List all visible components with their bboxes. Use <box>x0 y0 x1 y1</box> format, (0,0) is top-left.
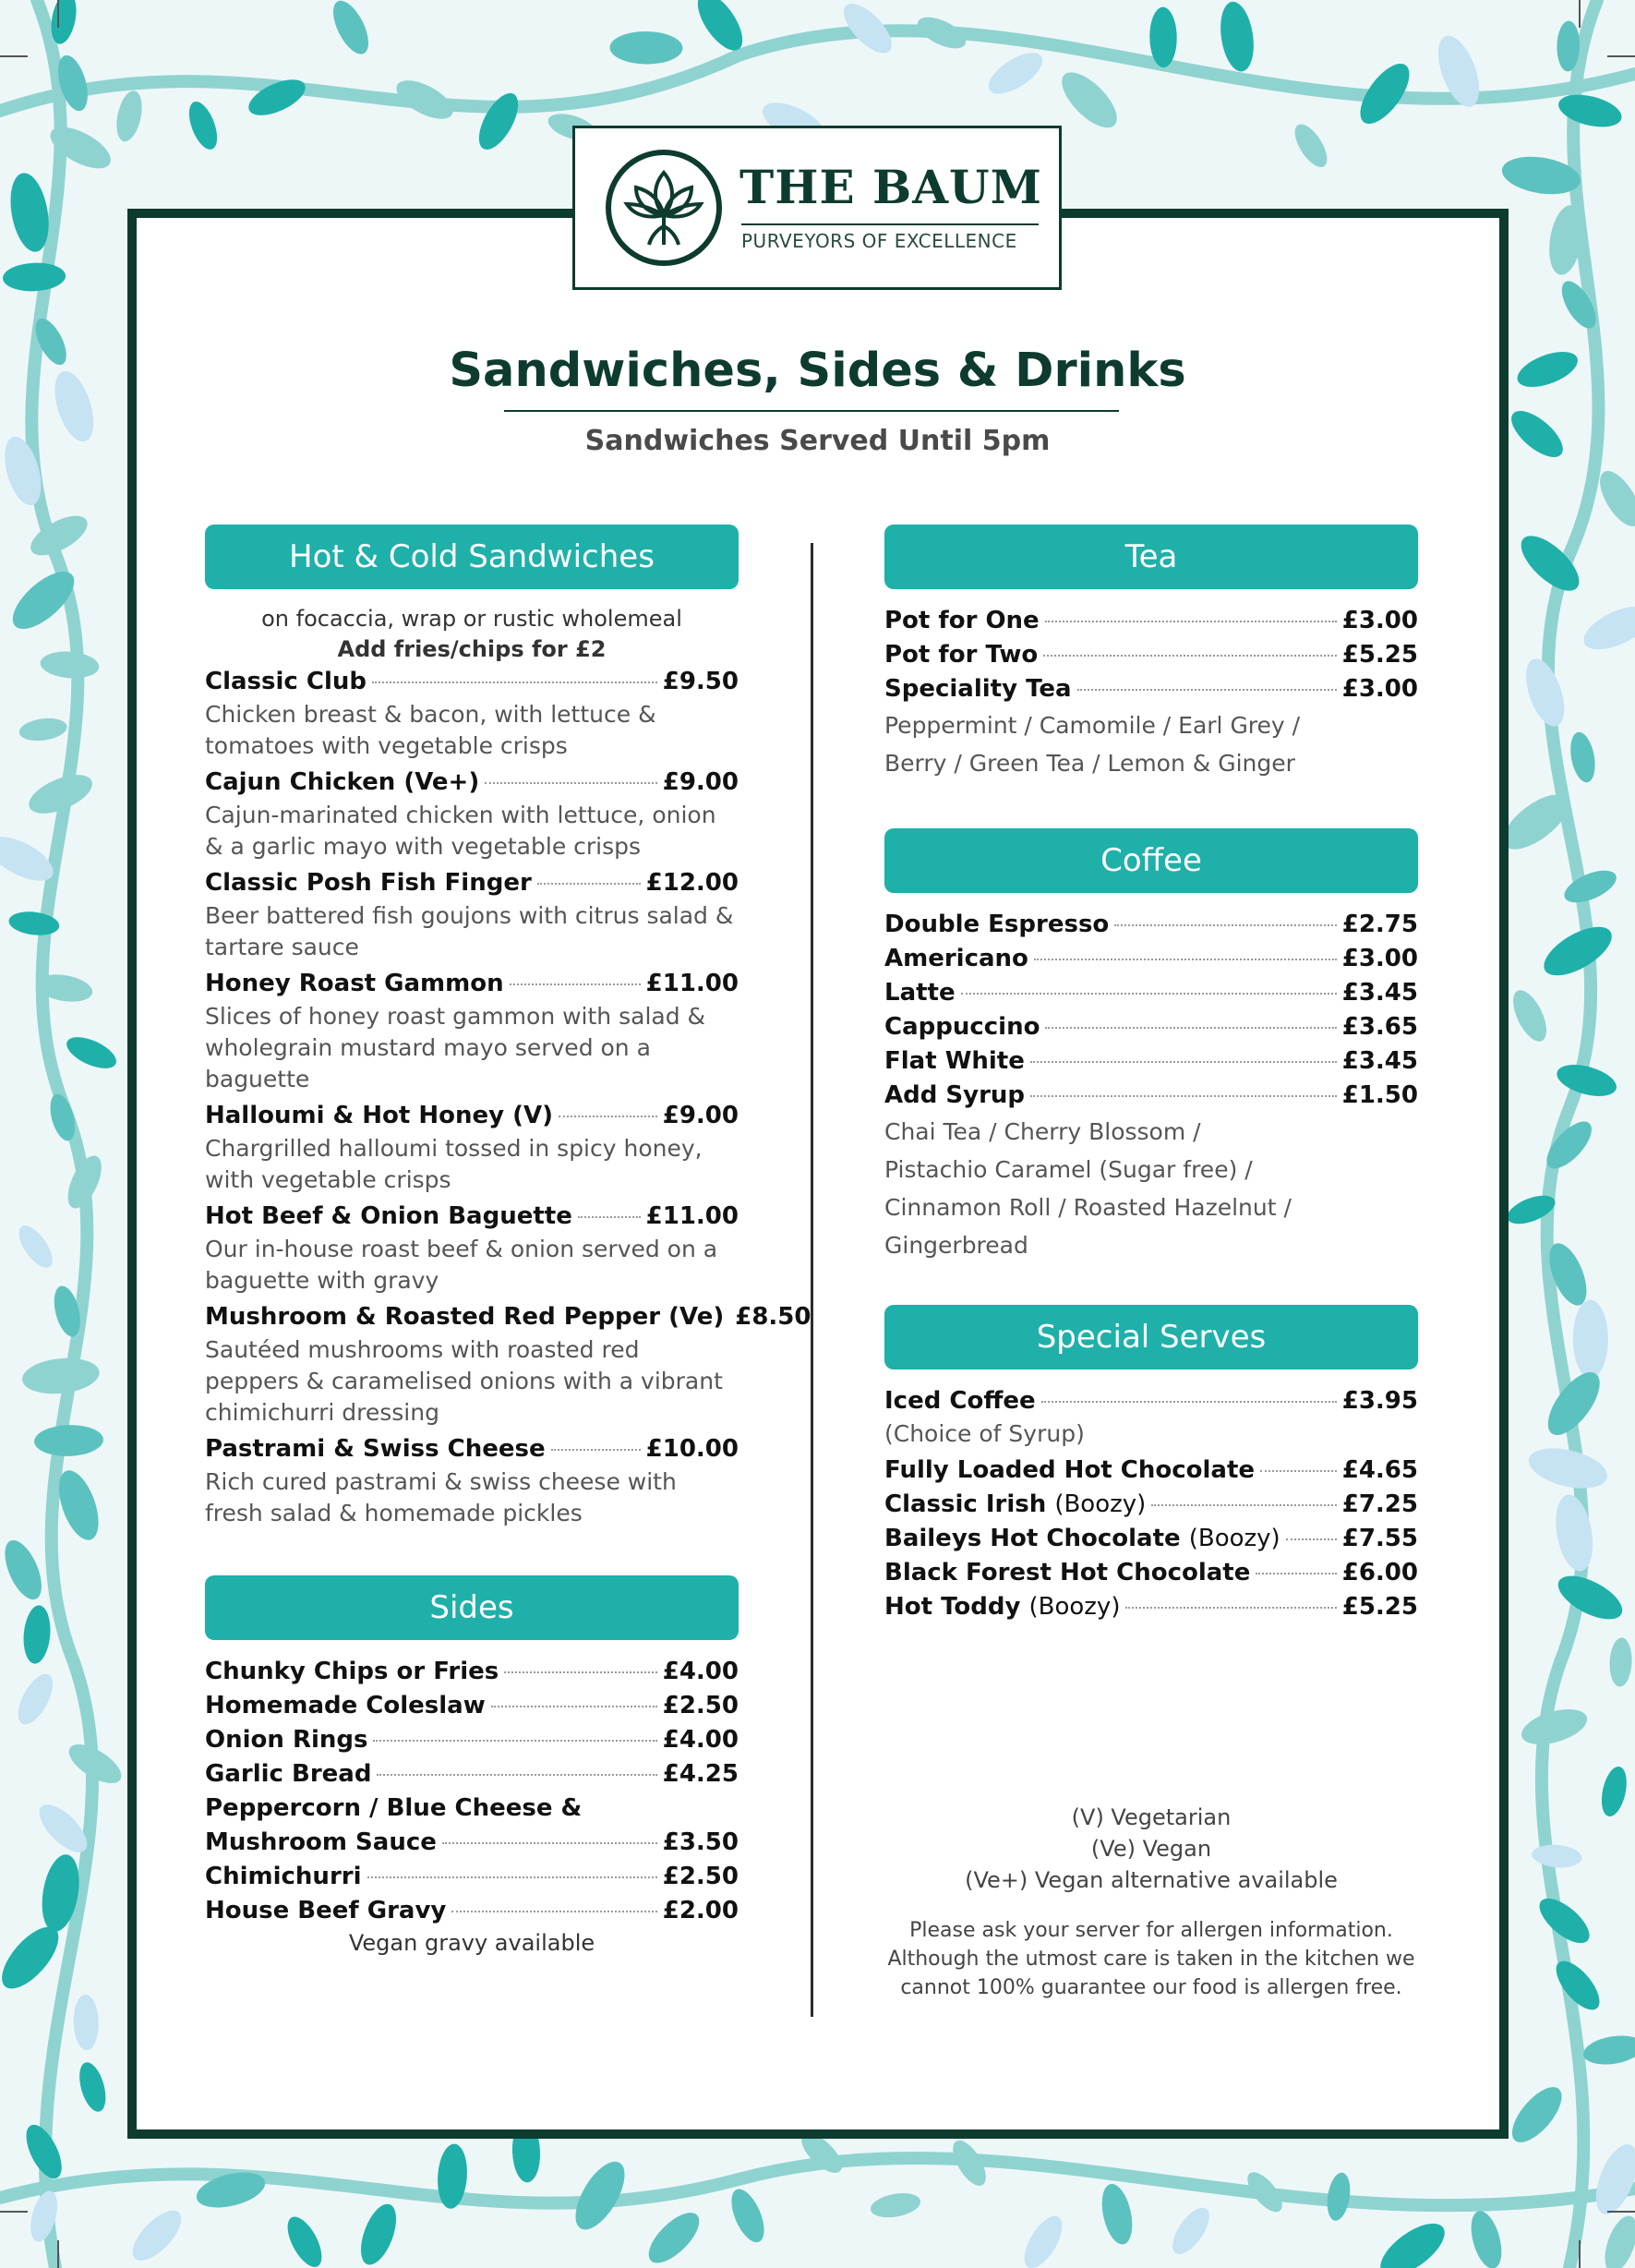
item-description: Slices of honey roast gammon with salad & wholegrain mustard mayo served on a baguette <box>205 1003 706 1092</box>
menu-item <box>205 1860 739 1894</box>
leaf-shape <box>609 31 682 65</box>
item-description: Chargrilled halloumi tossed in spicy honey, with vegetable crisps <box>205 1135 703 1193</box>
crop-mark <box>1579 0 1581 28</box>
menu-item <box>884 942 1418 976</box>
item-description: Cajun-marinated chicken with lettuce, onion & a garlic mayo with vegetable crisps <box>205 802 716 860</box>
item-price: £9.50 <box>662 668 739 695</box>
tea-flavours-line: Berry / Green Tea / Lemon & Ginger <box>884 750 1295 777</box>
menu-item <box>205 665 739 699</box>
item-name-text: Garlic Bread <box>205 1760 372 1788</box>
dot-leader <box>373 1740 656 1742</box>
item-name-text: Homemade Coleslaw <box>205 1692 486 1719</box>
item-price: £4.00 <box>662 1658 739 1685</box>
item-name-text: Pastrami & Swiss Cheese <box>205 1435 546 1463</box>
item-name-text: Onion Rings <box>205 1726 368 1754</box>
menu-item <box>205 1655 739 1689</box>
menu-item <box>884 604 1418 638</box>
dot-leader <box>1256 1573 1336 1574</box>
item-price: £3.00 <box>1341 607 1418 634</box>
sandwiches-fries-note: Add fries/chips for £2 <box>337 636 607 662</box>
dot-leader <box>1030 1095 1337 1097</box>
item-qualifier: (Boozy) <box>1054 1490 1147 1518</box>
menu-item <box>205 1689 739 1723</box>
crop-mark <box>1607 2211 1635 2213</box>
leaf-shape <box>1525 1442 1612 1495</box>
item-name-text: Add Syrup <box>884 1081 1026 1109</box>
item-name-text: House Beef Gravy <box>205 1897 447 1924</box>
item-price: £2.75 <box>1341 911 1418 938</box>
menu-item <box>884 1488 1418 1522</box>
leaf-shape <box>11 1669 60 1730</box>
sandwiches-heading: Hot & Cold Sandwiches <box>205 525 739 589</box>
item-name <box>205 967 504 1001</box>
item-price: £3.50 <box>662 1828 739 1856</box>
iced-coffee-note: (Choice of Syrup) <box>884 1420 1085 1447</box>
page-title: Sandwiches, Sides & Drinks <box>449 344 1186 398</box>
item-name <box>205 1757 371 1791</box>
page-subtitle: Sandwiches Served Until 5pm <box>584 425 1051 457</box>
item-name <box>205 665 367 699</box>
menu-item <box>205 866 739 900</box>
item-price: £4.25 <box>662 1760 739 1788</box>
leaf-shape <box>1466 2208 1508 2268</box>
item-name-text: Black Forest Hot Chocolate <box>884 1559 1251 1586</box>
coffee-heading: Coffee <box>884 828 1418 893</box>
menu-item <box>205 1826 739 1860</box>
leaf-shape <box>20 1355 101 1397</box>
item-price: £9.00 <box>662 1102 739 1129</box>
item-name-text: Fully Loaded Hot Chocolate <box>884 1456 1256 1484</box>
title-underline <box>504 410 1119 412</box>
leaf-shape <box>40 649 101 680</box>
item-name-text: Mushroom Sauce <box>205 1828 437 1856</box>
syrup-flavours-line: Cinnamon Roll / Roasted Hazelnut / <box>884 1194 1292 1221</box>
leaf-shape <box>21 1604 53 1665</box>
menu-item <box>884 1010 1418 1044</box>
leaf-shape <box>113 89 146 144</box>
special-serves-heading: Special Serves <box>884 1305 1418 1369</box>
dot-leader <box>367 1876 657 1878</box>
item-description: Our in-house roast beef & onion served on a baguette with gravy <box>205 1236 718 1294</box>
leaf-shape <box>982 45 1049 102</box>
leaf-shape <box>1536 917 1619 985</box>
leaf-shape <box>2 261 66 293</box>
item-name <box>205 1860 362 1894</box>
dot-leader <box>1151 1504 1336 1506</box>
leaf-shape <box>1372 2214 1453 2268</box>
dot-leader <box>510 983 641 985</box>
item-name-text: Pot for Two <box>884 641 1039 669</box>
allergen-notice-line: Please ask your server for allergen information. <box>909 1919 1393 1942</box>
item-name <box>884 976 956 1010</box>
tea-heading: Tea <box>884 525 1418 589</box>
allergen-notice-line: cannot 100% guarantee our food is allergen free. <box>900 1976 1402 1999</box>
item-description: Sautéed mushrooms with roasted red peppers & caramelised onions with a vibrant chimichurri dressing <box>205 1336 723 1426</box>
menu-item <box>205 766 739 800</box>
item-name-text: Double Espresso <box>884 911 1110 938</box>
menu-item <box>205 967 739 1001</box>
leaf-shape <box>1097 2181 1137 2248</box>
menu-item <box>884 1556 1418 1590</box>
brand-name: THE BAUM <box>739 160 1042 214</box>
menu-item <box>205 1099 739 1133</box>
menu-item <box>205 1894 739 1928</box>
syrup-flavours-line: Pistachio Caramel (Sugar free) / <box>884 1156 1253 1183</box>
leaf-shape <box>1324 2171 1352 2223</box>
dot-leader <box>1041 1401 1337 1403</box>
item-price: £9.00 <box>662 768 739 796</box>
dot-leader <box>485 782 657 784</box>
item-name <box>205 1655 499 1689</box>
leaf-shape <box>1531 1843 1582 1870</box>
item-description: Rich cured pastrami & swiss cheese with fresh salad & homemade pickles <box>205 1468 677 1526</box>
leaf-shape <box>1216 0 1257 74</box>
dot-leader <box>372 682 657 683</box>
menu-item <box>884 976 1418 1010</box>
leaf-shape <box>1016 2210 1069 2268</box>
item-price: £5.25 <box>1341 1593 1418 1621</box>
dot-leader <box>551 1449 641 1451</box>
menu-item <box>205 1432 739 1466</box>
brand-rule <box>741 223 1039 225</box>
leaf-shape <box>869 2190 922 2221</box>
item-name-text: Speciality Tea <box>884 675 1072 703</box>
item-name-text: Honey Roast Gammon <box>205 970 504 997</box>
leaf-shape <box>1519 654 1572 731</box>
item-price: £3.00 <box>1341 675 1418 703</box>
item-name <box>884 604 1040 638</box>
item-name <box>884 942 1028 976</box>
sides-list <box>205 1655 739 1791</box>
leaf-shape <box>641 2204 707 2268</box>
menu-item <box>205 1757 739 1791</box>
coffee-list <box>884 908 1418 1113</box>
item-price: £5.25 <box>1341 641 1418 669</box>
crop-mark <box>57 2240 59 2268</box>
item-name-text: Classic Irish <box>884 1490 1047 1518</box>
leaf-shape <box>1581 2032 1635 2069</box>
item-name <box>884 908 1109 942</box>
dot-leader <box>1125 1607 1336 1609</box>
item-price: £12.00 <box>645 869 739 897</box>
dot-leader <box>578 1216 641 1218</box>
leaf-shape <box>0 1535 49 1604</box>
logo-box <box>572 126 1062 290</box>
item-name-text: Cajun Chicken (Ve+) <box>205 768 480 796</box>
item-price: £3.45 <box>1341 979 1418 1007</box>
special-serves-list <box>884 1454 1418 1624</box>
item-name <box>205 866 532 900</box>
menu-item <box>205 1300 811 1334</box>
menu-item <box>884 638 1418 672</box>
item-name-text: Americano <box>884 945 1028 972</box>
leaf-shape <box>1507 985 1554 1046</box>
item-name <box>884 1010 1040 1044</box>
item-name-text: Baileys Hot Chocolate <box>884 1525 1181 1552</box>
allergen-notice-line: Although the utmost care is taken in the kitchen we <box>887 1948 1415 1971</box>
brand-tagline: PURVEYORS OF EXCELLENCE <box>741 230 1017 252</box>
leaf-shape <box>1598 2212 1635 2268</box>
dot-leader <box>504 1671 657 1673</box>
dot-leader <box>1260 1470 1337 1472</box>
item-price: £3.95 <box>1341 1387 1418 1415</box>
item-qualifier: (Boozy) <box>1028 1593 1121 1621</box>
leaf-shape <box>73 1995 100 2051</box>
menu-item <box>884 672 1418 706</box>
leaf-shape <box>1567 730 1599 785</box>
tea-flavours-line: Peppermint / Camomile / Earl Grey / <box>884 712 1301 739</box>
leaf-shape <box>1504 2079 1570 2150</box>
column-divider <box>811 543 813 2017</box>
item-price: £11.00 <box>645 970 739 997</box>
item-name <box>205 1099 553 1133</box>
leaf-shape <box>1053 64 1126 137</box>
item-name-text: Flat White <box>884 1047 1025 1075</box>
leaf-shape <box>34 1424 104 1457</box>
tea-list <box>884 604 1418 706</box>
leaf-shape <box>1578 597 1635 658</box>
leaf-shape <box>1552 1567 1629 1628</box>
leaf-shape <box>471 87 525 155</box>
item-price: £8.50 <box>735 1303 811 1331</box>
dot-leader <box>1030 1061 1337 1063</box>
leaf-shape <box>1560 864 1621 910</box>
item-price: £3.65 <box>1341 1013 1418 1041</box>
item-price: £3.00 <box>1341 945 1418 972</box>
peppercorn-line: Peppercorn / Blue Cheese & <box>205 1794 583 1822</box>
item-name-text: Cappuccino <box>884 1013 1040 1041</box>
leaf-shape <box>725 2185 771 2247</box>
sides-heading: Sides <box>205 1575 739 1640</box>
dot-leader <box>961 993 1337 995</box>
item-description: Beer battered fish goujons with citrus salad & tartare sauce <box>205 902 734 960</box>
item-price: £1.50 <box>1341 1081 1418 1109</box>
dietary-key-line: (Ve+) Vegan alternative available <box>965 1867 1338 1893</box>
lotus-icon <box>605 149 723 267</box>
leaf-shape <box>62 1031 121 1075</box>
dot-leader <box>1045 1027 1336 1029</box>
item-name <box>884 1488 1146 1522</box>
dot-leader <box>559 1116 657 1117</box>
item-name-text: Hot Beef & Onion Baguette <box>205 1202 572 1230</box>
item-name <box>884 1079 1025 1113</box>
vegan-gravy-note: Vegan gravy available <box>348 1930 595 1956</box>
menu-item <box>884 1522 1418 1556</box>
menu-item <box>205 1723 739 1757</box>
sides-list-continued <box>205 1826 739 1928</box>
leaf-shape <box>1289 119 1333 172</box>
item-name <box>884 1044 1025 1079</box>
leaf-shape <box>18 716 68 743</box>
item-name-text: Pot for One <box>884 607 1040 634</box>
item-price: £4.65 <box>1341 1456 1418 1484</box>
item-price: £2.00 <box>662 1897 739 1924</box>
menu-item <box>884 1454 1418 1488</box>
item-name <box>884 672 1072 706</box>
left-column <box>205 525 811 1959</box>
item-name-text: Mushroom & Roasted Red Pepper (Ve) <box>205 1303 725 1331</box>
item-name-text: Hot Toddy <box>884 1593 1021 1621</box>
item-name <box>884 1590 1120 1624</box>
item-price: £4.00 <box>662 1726 739 1754</box>
menu-item <box>884 1590 1418 1624</box>
leaf-shape <box>75 2059 111 2115</box>
dot-leader <box>1286 1538 1337 1540</box>
item-name: Iced Coffee <box>884 1387 1036 1415</box>
leaf-shape <box>125 2202 189 2268</box>
item-price: £6.00 <box>1341 1559 1418 1586</box>
dot-leader <box>1043 655 1337 657</box>
item-name <box>205 1894 446 1928</box>
item-name-text: Classic Posh Fish Finger <box>205 869 532 897</box>
crop-mark <box>1579 2240 1581 2268</box>
crop-mark <box>57 0 59 28</box>
item-price: £11.00 <box>645 1202 739 1230</box>
sandwich-list <box>205 665 811 1529</box>
crop-mark <box>0 2211 28 2213</box>
dot-leader <box>377 1774 656 1776</box>
leaf-shape <box>1573 1300 1608 1379</box>
item-price: £2.50 <box>662 1692 739 1719</box>
item-price: £10.00 <box>645 1435 739 1463</box>
dot-leader <box>1045 621 1337 622</box>
dot-leader <box>1034 959 1337 960</box>
leaf-shape <box>1608 1637 1632 1687</box>
menu-item <box>884 1044 1418 1079</box>
item-name <box>205 1200 572 1234</box>
leaf-shape <box>326 0 376 59</box>
menu-item <box>205 1200 739 1234</box>
item-name <box>205 1300 724 1334</box>
syrup-flavours-line: Gingerbread <box>884 1232 1028 1259</box>
right-column <box>884 525 1418 2002</box>
sandwiches-bread-note: on focaccia, wrap or rustic wholemeal <box>261 606 682 632</box>
dot-leader <box>1114 924 1336 926</box>
dot-leader <box>1077 689 1337 691</box>
leaf-shape <box>184 98 223 153</box>
leaf-shape <box>354 2200 403 2268</box>
item-name <box>884 638 1038 672</box>
menu-item <box>884 1384 1418 1418</box>
item-name-text: Latte <box>884 979 956 1007</box>
item-name <box>205 766 479 800</box>
leaf-shape <box>1550 1491 1598 1574</box>
item-price: £2.50 <box>662 1863 739 1890</box>
item-name <box>884 1522 1280 1556</box>
leaf-shape <box>1556 89 1625 132</box>
item-price: £7.55 <box>1341 1525 1418 1552</box>
item-name <box>884 1556 1250 1590</box>
item-price: £7.25 <box>1341 1490 1418 1518</box>
menu-item <box>884 1079 1418 1113</box>
leaf-shape <box>1597 1764 1630 1818</box>
leaf-shape <box>13 1220 59 1273</box>
crop-mark <box>1607 55 1635 57</box>
item-name-text: Classic Club <box>205 668 367 695</box>
dietary-key-line: (V) Vegetarian <box>1071 1804 1232 1830</box>
item-description: Chicken breast & bacon, with lettuce & tomatoes with vegetable crisps <box>205 701 656 759</box>
dot-leader <box>451 1911 656 1912</box>
dot-leader <box>442 1842 657 1844</box>
item-name <box>884 1454 1255 1488</box>
item-name <box>205 1723 367 1757</box>
leaf-shape <box>1166 2202 1217 2260</box>
item-name <box>205 1689 486 1723</box>
syrup-flavours-line: Chai Tea / Cherry Blossom / <box>884 1118 1201 1145</box>
leaf-shape <box>1518 1703 1592 1752</box>
item-qualifier: (Boozy) <box>1188 1525 1280 1552</box>
crop-mark <box>0 55 28 57</box>
dietary-key-line: (Ve) Vegan <box>1090 1836 1212 1862</box>
menu-item <box>884 908 1418 942</box>
item-name-text: Chimichurri <box>205 1863 362 1890</box>
leaf-shape <box>1588 2139 1635 2220</box>
item-name <box>205 1432 546 1466</box>
leaf-shape <box>281 2212 329 2268</box>
dot-leader <box>537 883 641 885</box>
item-name <box>205 1826 437 1860</box>
dot-leader <box>491 1706 657 1707</box>
item-name-text: Chunky Chips or Fries <box>205 1658 499 1685</box>
item-price: £3.45 <box>1341 1047 1418 1075</box>
item-name-text: Halloumi & Hot Honey (V) <box>205 1102 554 1129</box>
